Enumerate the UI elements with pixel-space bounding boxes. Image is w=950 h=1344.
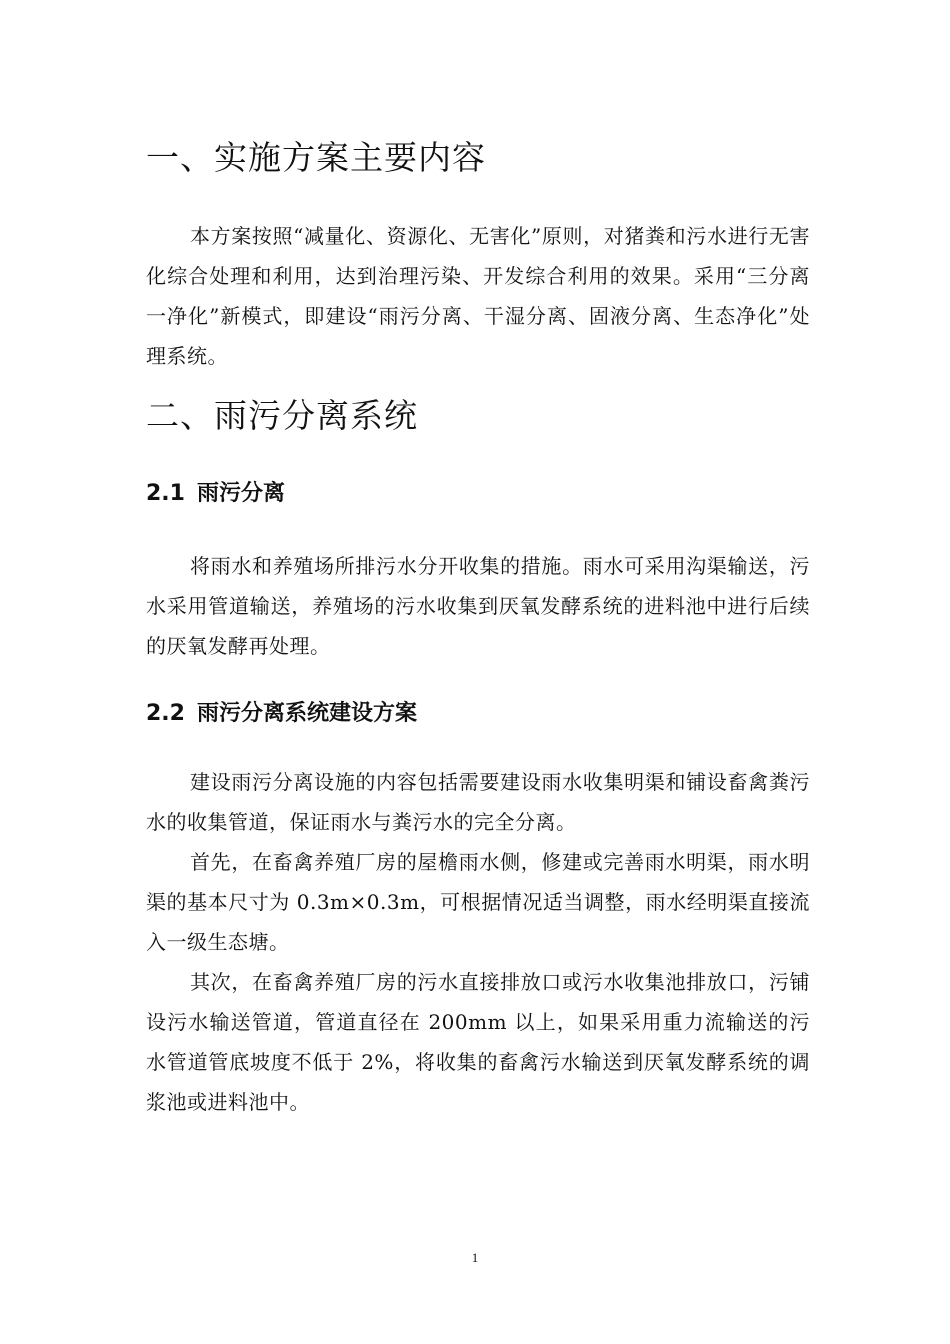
page-number: 1 xyxy=(471,1250,479,1265)
page-content xyxy=(146,128,810,1122)
subsection-heading-2-1 xyxy=(146,474,810,514)
subsection-2-2-paragraph-1: 建设雨污分离设施的内容包括需要建设雨水收集明渠和铺设畜禽粪污水的收集管道，保证雨水与粪污水的完全分离。 xyxy=(146,770,810,834)
subsection-title: 雨污分离 xyxy=(196,481,285,506)
section-heading-1: 一、实施方案主要内容 xyxy=(146,138,486,177)
subsection-title: 雨污分离系统建设方案 xyxy=(196,701,417,726)
section-heading-2: 二、雨污分离系统 xyxy=(146,396,418,435)
subsection-2-1-paragraph: 将雨水和养殖场所排污水分开收集的措施。雨水可采用沟渠输送，污水采用管道输送，养殖场的污水收集到厌氧发酵系统的进料池中进行后续的厌氧发酵再处理。 xyxy=(146,554,810,658)
subsection-number: 2.2 xyxy=(146,701,185,726)
subsection-2-2-paragraph-2: 首先，在畜禽养殖厂房的屋檐雨水侧，修建或完善雨水明渠，雨水明渠的基本尺寸为 0.3m×0.3m，可根据情况适当调整，雨水经明渠直接流入一级生态塘。 xyxy=(146,850,810,954)
section-1-paragraph: 本方案按照“减量化、资源化、无害化”原则，对猪粪和污水进行无害化综合处理和利用，达到治理污染、开发综合利用的效果。采用“三分离一净化”新模式，即建设“雨污分离、干湿分离、固液分离、生态净化”处理系统。 xyxy=(146,224,810,368)
subsection-heading-2-2 xyxy=(146,694,810,734)
subsection-number: 2.1 xyxy=(146,481,185,506)
subsection-2-2-paragraph-3: 其次，在畜禽养殖厂房的污水直接排放口或污水收集池排放口，污铺设污水输送管道，管道直径在 200mm 以上，如果采用重力流输送的污水管道管底坡度不低于 2%，将收集的畜禽污水输送到厌氧发酵系统的调浆池或进料池中。 xyxy=(146,970,810,1114)
